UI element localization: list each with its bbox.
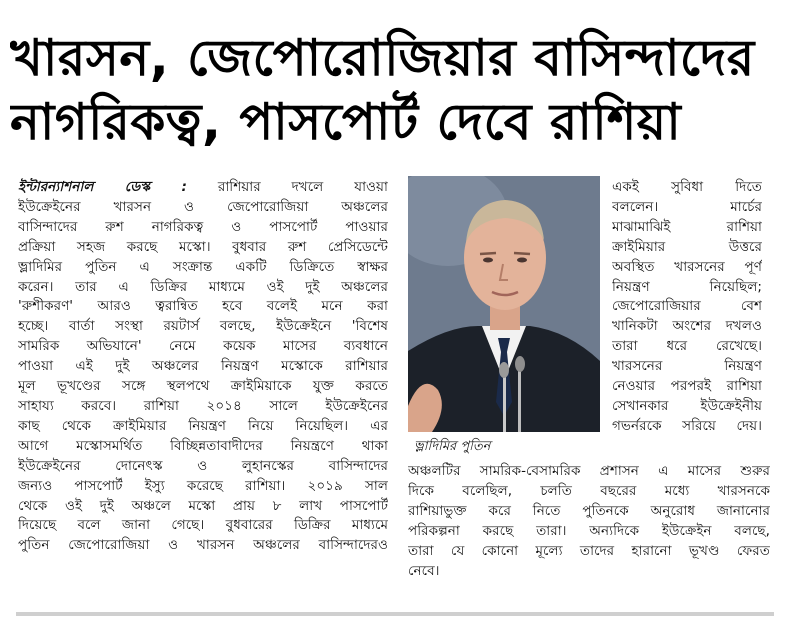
bottom-rule <box>16 612 774 616</box>
article-line: ইউক্রেইনের খারসন ও জেপোরোজিয়া অঞ্চলের <box>18 198 388 215</box>
article-line: 'রুশীকরণ' আরও ত্বরান্বিত হবে বলেই মনে করা <box>18 298 388 315</box>
article-line: তারা যে কোনো মূল্যে তাদের হারানো ভূখণ্ড ফেরত <box>408 542 770 559</box>
article-line: রাশিয়ার দখলে যাওয়া <box>217 179 388 195</box>
photo-caption: ভ্লাদিমির পুতিন <box>414 439 491 454</box>
article-line: দিয়েছে বলে জানা গেছে। বুধবারের ডিক্রির মাধ্যমে <box>18 517 388 534</box>
article-line: খারসনের নিয়ন্ত্রণ <box>612 358 762 375</box>
article-line: প্রক্রিয়া সহজ করছে মস্কো। বুধবার রুশ প্রেসিডেন্টে <box>18 238 388 255</box>
article-line: সামরিক অভিযানে' নেমে কয়েক মাসের ব্যবধানে <box>18 338 388 355</box>
article-line: জন্যও পাসপোর্ট ইস্যু করেছে রাশিয়া। ২০১৯ সাল <box>18 477 388 494</box>
dateline: ইন্টারন্যাশনাল ডেস্ক : <box>18 179 187 195</box>
article-line: গভর্নরকে সরিয়ে দেয়। <box>612 417 762 434</box>
article-line: দিকে বলেছিল, চলতি বছরের মধ্যে খারসনকে <box>408 482 770 499</box>
headline <box>10 26 780 154</box>
article-line: বাসিন্দাদের রুশ নাগরিকত্ব ও পাসপোর্ট পাওয়ার <box>18 218 388 235</box>
article-left-column <box>18 178 388 556</box>
article-line: একই সুবিধা দিতে <box>612 179 762 195</box>
article-line: বললেন। মার্চের <box>612 198 762 215</box>
article-line: থেকে ওই দুই অঞ্চলে মস্কো প্রায় ৮ লাখ পাসপোর্ট <box>18 497 388 514</box>
article-right-column <box>612 178 762 437</box>
article-first-line <box>18 178 388 198</box>
article-line: ইউক্রেইনের দোনেৎস্ক ও লুহানস্কের বাসিন্দাদের <box>18 457 388 474</box>
article-line: খানিকটা অংশের দখলও <box>612 318 762 335</box>
headline-line-2: নাগরিকত্ব, পাসপোর্ট দেবে রাশিয়া <box>10 93 682 151</box>
article-line: নেবে। <box>408 562 440 579</box>
article-line: রাশিয়াভুক্ত করে নিতে পুতিনকে অনুরোধ জানানোর <box>408 502 770 519</box>
article-line: সাহায্য করবে। রাশিয়া ২০১৪ সালে ইউক্রেইনের <box>18 397 388 414</box>
article-line: মূল ভূখণ্ডের সঙ্গে স্থলপথে ক্রাইমিয়াকে যুক্ত করতে <box>18 378 388 395</box>
headline-line-1: খারসন, জেপোরোজিয়ার বাসিন্দাদের <box>10 29 755 87</box>
article-bottom-column <box>408 462 770 581</box>
article-line: করেন। তার এ ডিক্রির মাধ্যমে ওই দুই অঞ্চলের <box>18 278 388 295</box>
article-line: ক্রাইমিয়ার উত্তরে <box>612 238 762 255</box>
article-line: ভ্লাদিমির পুতিন এ সংক্রান্ত একটি ডিক্রিতে স্বাক্ষর <box>18 258 388 275</box>
article-line: মাঝামাঝিই রাশিয়া <box>612 218 762 235</box>
article-line: তারা ধরে রেখেছে। <box>612 338 762 355</box>
putin-photo <box>408 176 600 432</box>
article-line: জেপোরোজিয়ার বেশ <box>612 298 762 315</box>
portrait-illustration <box>408 176 600 432</box>
article-line: পাওয়া এই দুই অঞ্চলের নিয়ন্ত্রণ মস্কোকে রাশিয়ার <box>18 358 388 375</box>
article-line: আগে মস্কোসমর্থিত বিচ্ছিন্নতাবাদীদের নিয়ন্ত্রণে থাকা <box>18 437 388 454</box>
article-line: নিয়ন্ত্রণ নিয়েছিল; <box>612 278 762 295</box>
article-line: অবস্থিত খারসনের পূর্ণ <box>612 258 762 275</box>
article-line: কাছ থেকে ক্রাইমিয়ার নিয়ন্ত্রণ নিয়ে নিয়েছিল। এর <box>18 417 388 434</box>
article-line: নেওয়ার পরপরই রাশিয়া <box>612 378 762 395</box>
article-line: পরিকল্পনা করছে তারা। অন্যদিকে ইউক্রেইন বলছে, <box>408 522 770 539</box>
article-line: অঞ্চলটির সামরিক-বেসামরিক প্রশাসন এ মাসের শুরুর <box>408 463 770 479</box>
article-line: পুতিন জেপোরোজিয়া ও খারসন অঞ্চলের বাসিন্দাদেরও <box>18 537 388 554</box>
article-line: হচ্ছে। বার্তা সংস্থা রয়টার্স বলছে, ইউক্রেইনে 'বিশেষ <box>18 318 388 335</box>
article-line: সেখানকার ইউক্রেইনীয় <box>612 397 762 414</box>
